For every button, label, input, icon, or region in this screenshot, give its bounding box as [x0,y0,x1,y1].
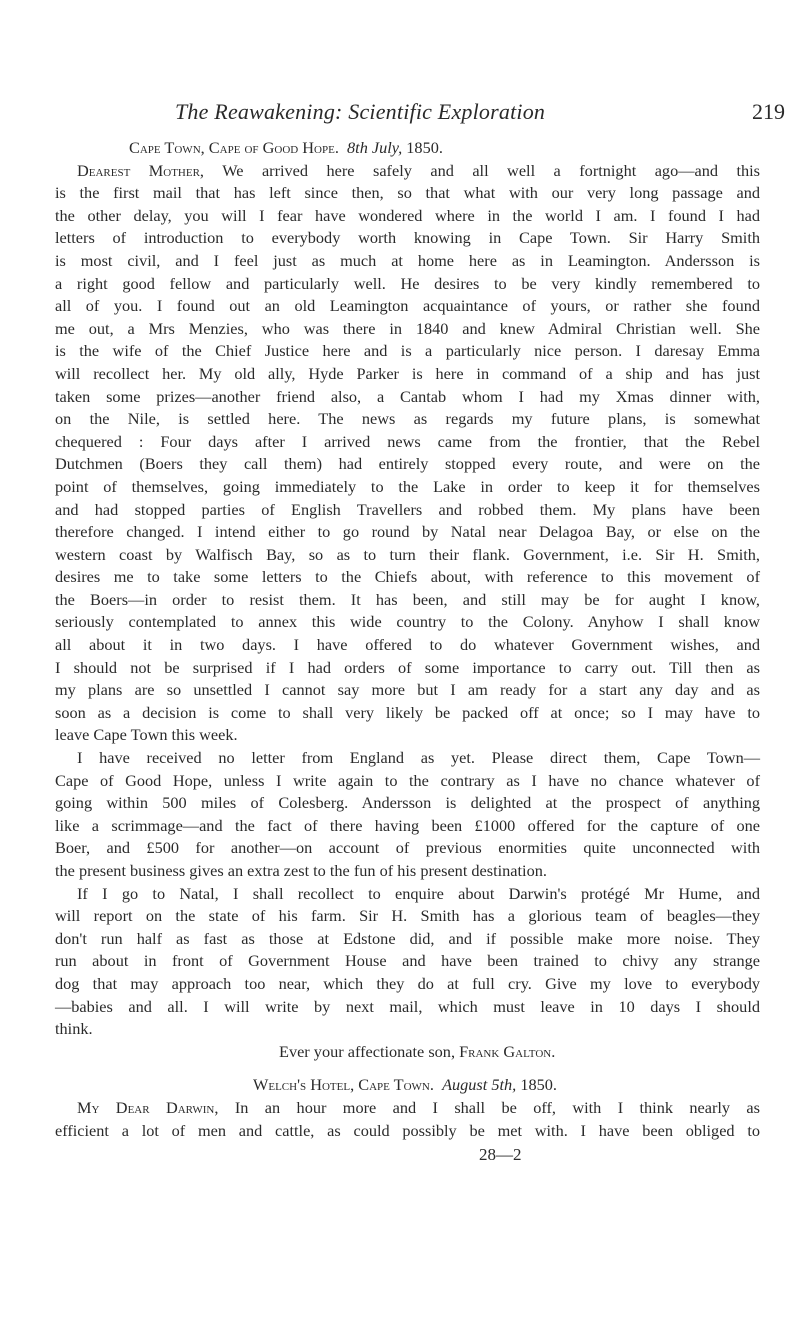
paragraph-line: My Dear Darwin, In an hour more and I shall be off, with I think nearly as [77,1097,760,1117]
paragraph-line: a right good fellow and particularly well. He desires to be very kindly remembered to [55,273,760,293]
paragraph-line: I should not be surprised if I had orders of some importance to carry out. Till then as [55,657,760,677]
paragraph-line: western coast by Walfisch Bay, so as to turn their flank. Government, i.e. Sir H. Smith, [55,544,760,564]
paragraph-line: taken some prizes—another friend also, a Cantab whom I had my Xmas dinner with, [55,386,760,406]
paragraph-line: my plans are so unsettled I cannot say more but I am ready for a start any day and as [55,680,760,700]
running-title: The Reawakening: Scientific Exploration [175,99,546,124]
signoff-text: Ever your affectionate son, [279,1041,456,1061]
paragraph-line: I have received no letter from England as yet. Please direct them, Cape Town— [77,748,760,768]
paragraph-line: on the Nile, is settled here. The news as regards my future plans, is somewhat [55,409,760,429]
paragraph-line: desires me to take some letters to the Chiefs about, with reference to this movement of [55,567,760,587]
signature: Frank Galton. [459,1041,556,1061]
letter-heading-year: 1850. [520,1075,557,1095]
letter-heading-place: Cape Town, Cape of Good Hope. [129,138,339,157]
paragraph-line: run about in front of Government House and have been trained to chivy any strange [55,951,760,971]
letter-heading [55,137,760,160]
paragraph-line: chequered : Four days after I arrived news came from the frontier, that the Rebel [55,431,760,451]
paragraph-line: and had stopped parties of English Travellers and robbed them. My plans have been [55,499,760,519]
page-number: 219 [752,99,785,124]
paragraph-line: all of you. I found out an old Leamington acquaintance of yours, or rather she found [55,296,760,316]
salutation: My Dear Darwin, [77,1097,219,1117]
paragraph-line: is the first mail that has left since then, so that what with our very long passage and [55,183,760,203]
paragraph-line: Cape of Good Hope, unless I write again to the contrary as I have no chance whatever of [55,770,760,790]
paragraph-line: —babies and all. I will write by next mail, which must leave in 10 days I should [55,996,760,1016]
letter-heading-year: 1850. [406,138,443,157]
paragraph-line: don't run half as fast as those at Edstone did, and if possible make more noise. They [55,928,760,948]
paragraph-line: all about it in two days. I have offered to do whatever Government wishes, and [55,635,760,655]
paragraph-line: soon as a decision is come to shall very likely be packed off at once; so I may have to [55,702,760,722]
letter-heading [55,1074,760,1097]
paragraph-line: is most civil, and I feel just as much at home here as in Leamington. Andersson is [55,250,760,270]
running-head [175,96,800,128]
paragraph-line: the present business gives an extra zest to the fun of his present destination. [55,861,547,880]
paragraph-line: is the wife of the Chief Justice here and is a particularly nice person. I daresay Emma [55,341,760,361]
paragraph-line: Boer, and £500 for another—on account of previous enormities quite unconnected with [55,838,760,858]
paragraph-line: the other delay, you will I fear have wondered where in the world I am. I found I had [55,205,760,225]
paragraph-line: will report on the state of his farm. Sir H. Smith has a glorious team of beagles—they [55,906,760,926]
paragraph-line: dog that may approach too near, which they do at full cry. Give my love to everybody [55,973,760,993]
paragraph-line: leave Cape Town this week. [55,725,238,745]
paragraph-line: going within 500 miles of Colesberg. Andersson is delighted at the prospect of anything [55,793,760,813]
body-text [55,137,760,1165]
letter-heading-place: Welch's Hotel, Cape Town. [253,1075,434,1095]
paragraph-line: me out, a Mrs Menzies, who was there in 1840 and knew Admiral Christian well. She [55,318,760,338]
letter-heading-date: 8th July, [347,138,403,157]
paragraph-line: point of themselves, going immediately to the Lake in order to keep it for themselves [55,476,760,496]
paragraph-line: seriously contemplated to annex this wide country to the Colony. Anyhow I shall know [55,612,760,632]
paragraph-line: therefore changed. I intend either to go round by Natal near Delagoa Bay, or else on the [55,522,760,542]
paragraph-line: will recollect her. My old ally, Hyde Parker is here in command of a ship and has just [55,363,760,383]
paragraph-line: the Boers—in order to resist them. It has been, and still may be for aught I know, [55,589,760,609]
letter-signoff [55,1041,760,1064]
paragraph-line: If I go to Natal, I shall recollect to enquire about Darwin's protégé Mr Hume, and [77,883,760,903]
paragraph-line: letters of introduction to everybody worth knowing in Cape Town. Sir Harry Smith [55,228,760,248]
salutation: Dearest Mother, [77,160,204,180]
paragraph-line: like a scrimmage—and the fact of there having been £1000 offered for the capture of one [55,815,760,835]
signature-mark: 28—2 [479,1145,522,1165]
paragraph-line: efficient a lot of men and cattle, as could possibly be met with. I have been obliged to [55,1120,760,1140]
paragraph-line: Dearest Mother, We arrived here safely and all well a fortnight ago—and this [77,160,760,180]
paragraph-line: Dutchmen (Boers they call them) had entirely stopped every route, and were on the [55,454,760,474]
paragraph-line: think. [55,1019,93,1039]
letter-heading-date: August 5th, [442,1075,517,1095]
